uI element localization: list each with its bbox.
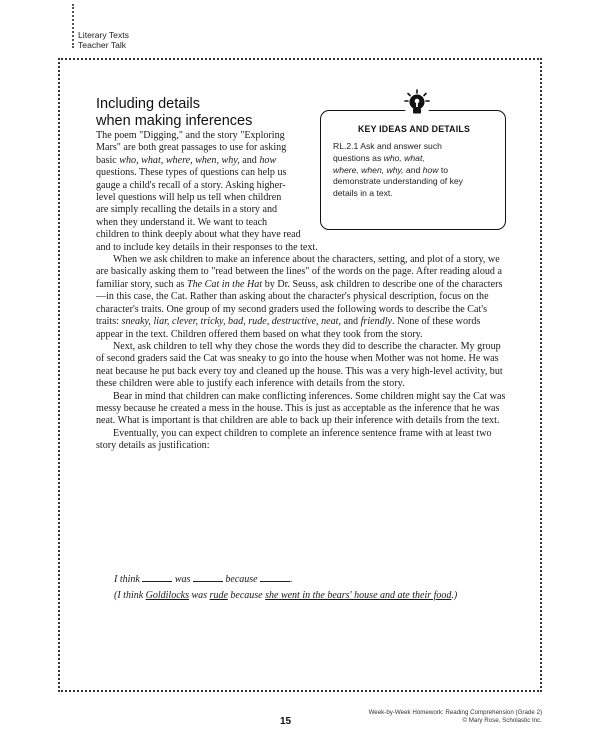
section-title (96, 96, 252, 130)
example-fragment: (I think (114, 590, 146, 601)
standard-line: details in a text. (333, 188, 393, 199)
text-line: level questions will help us tell when children (96, 192, 282, 204)
example-fragment: was (188, 590, 210, 601)
frame-blank (142, 572, 172, 582)
standard-fragment: who, what, (383, 152, 425, 163)
text-fragment: by Dr. Seuss, ask children to describe one of the characters—in this case, the Cat. Rather than asking about the character's physical description, focus on the character's traits. One group of my second graders used the following words to describe the Cat's traits: (96, 278, 503, 328)
text-fragment: how (259, 154, 277, 166)
header-line-2: Teacher Talk (78, 39, 127, 50)
text-line: Mars" are both great passages to use for asking (96, 142, 287, 154)
credit-line: Week-by-Week Homework: Reading Comprehension (Grade 2) (368, 709, 542, 716)
frame-word: was (174, 574, 191, 585)
key-lightbulb-icon (403, 89, 431, 117)
text-line (96, 155, 320, 167)
text-line: gauge a child's recall of a story. Asking higher- (96, 179, 286, 191)
paragraph-3: Next, ask children to tell why they chose the words they did to describe the character. My group of second graders said the Cat was sneaky to go into the house when Mother was not home. He was neat because he put back every toy and cleaned up the house. This was a very high-level activity, but these children were able to justify each inference with details from the story. (96, 340, 503, 390)
text-fragment: who, what, where, when, why, (119, 154, 240, 166)
article-body (96, 130, 506, 453)
paragraph-1 (96, 130, 506, 254)
text-line: children to think deeply about what they have read (96, 229, 301, 241)
text-fragment: and (341, 316, 361, 328)
example-fragment: she went in the bears' house and ate their food (265, 590, 452, 601)
frame-word: because (225, 574, 258, 585)
sentence-frame (114, 572, 293, 585)
page-number: 15 (280, 716, 292, 727)
credit-line: © Mary Rose, Scholastic Inc. (462, 717, 542, 725)
standard-fragment: questions as (333, 152, 384, 163)
footer-credit (369, 709, 542, 726)
paragraph-4: Bear in mind that children can make conflicting inferences. Some children might say the Cat was messy because he created a mess in the house. This is just as acceptable as the inference that he was neat. What is important is that children are able to back up their inference with details from the text. (96, 390, 506, 427)
text-line: and to include key details in their responses to the text. (96, 241, 318, 253)
standard-fragment: how (422, 164, 439, 175)
text-line: are simply recalling the details in a story and (96, 204, 278, 216)
book-title: The Cat in the Hat (187, 278, 263, 290)
trait-words: friendly (360, 316, 393, 328)
standard-line: demonstrate understanding of key (333, 176, 463, 187)
example-fragment: rude (209, 590, 228, 601)
paragraph-5: Eventually, you can expect children to complete an inference sentence frame with at least two story details as justification: (96, 427, 492, 452)
frame-word: I think (114, 574, 140, 585)
title-line-1: Including details (96, 96, 200, 112)
frame-blank (193, 572, 223, 582)
paragraph-2 (96, 254, 506, 341)
frame-word: . (290, 574, 293, 585)
sentence-frame-example (114, 590, 457, 601)
section-header (78, 31, 129, 50)
header-line-1: Literary Texts (78, 30, 129, 40)
text-fragment: . None of these words appear in the text. Children offered them based on what they took from the story. (96, 316, 481, 340)
text-fragment: and (239, 154, 260, 166)
text-fragment: When we ask children to make an inference about the characters, setting, and plot of a story, we are basically asking them to "read between the lines" of the words on the page. After reading aloud a familiar story, such as (96, 254, 502, 290)
trait-words: sneaky, liar, clever, tricky, bad, rude, destructive, neat, (121, 316, 341, 328)
title-line-2: when making inferences (96, 113, 253, 129)
text-line: The poem "Digging," and the story "Exploring (96, 130, 285, 141)
example-fragment: Goldilocks (145, 590, 189, 601)
example-fragment: because (227, 590, 266, 601)
standard-line: RL.2.1 Ask and answer such (333, 141, 442, 151)
frame-blank (260, 572, 290, 582)
key-ideas-title: KEY IDEAS AND DETAILS (357, 124, 471, 134)
text-line: when they understand it. We want to teach (96, 216, 268, 228)
header-dotted-rule (72, 4, 74, 48)
example-fragment: .) (451, 590, 458, 601)
text-fragment: basic (96, 154, 120, 166)
standard-fragment: to (438, 164, 448, 175)
text-line: questions. These types of questions can help us (96, 167, 287, 179)
standard-fragment: and (403, 164, 423, 175)
standard-fragment: where, when, why, (333, 164, 404, 175)
